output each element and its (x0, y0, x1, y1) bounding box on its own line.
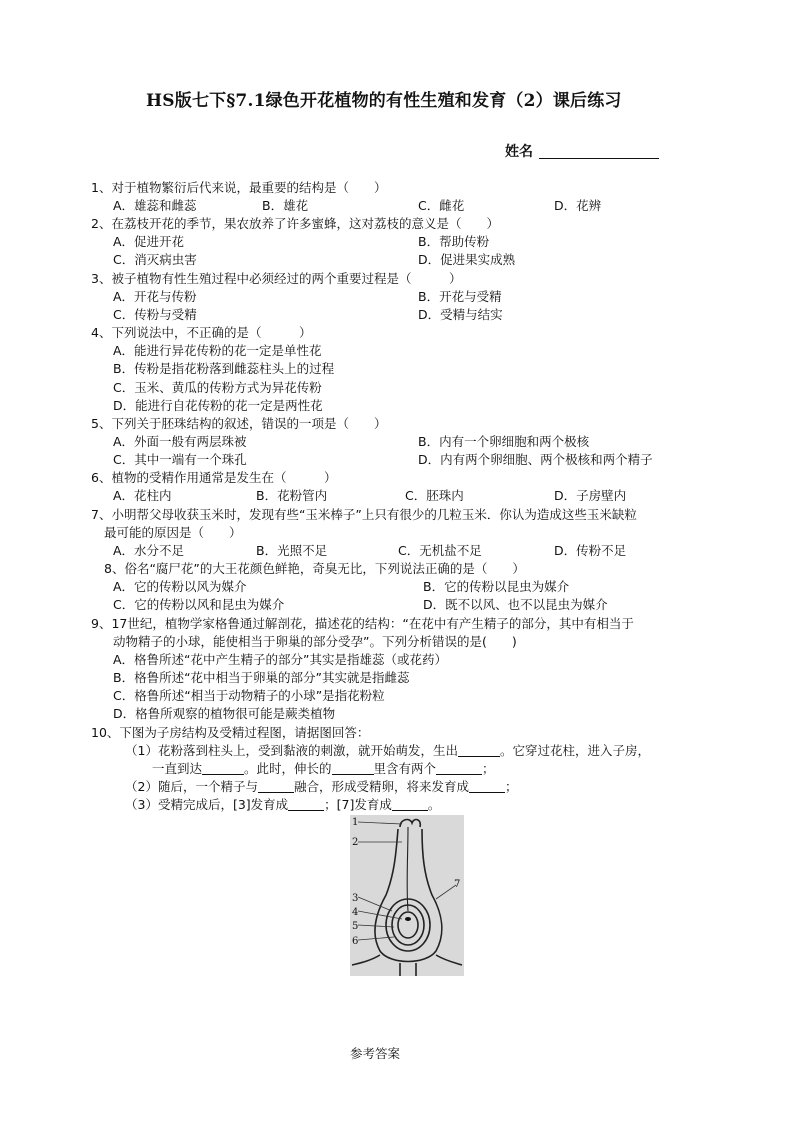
q10-s1e: 里含有两个 (373, 761, 437, 776)
q3-option-a: A．开花与传粉 (113, 289, 197, 304)
ovary-diagram (350, 815, 464, 976)
q1-option-b: B．雄花 (262, 198, 309, 213)
q8-option-b: B．它的传粉以昆虫为媒介 (423, 579, 570, 594)
question-3-stem: 3、被子植物有性生殖过程中必须经过的两个重要过程是（ ） (91, 271, 462, 286)
q10-sub-1-line-1 (125, 742, 650, 760)
q7-option-c: C．无机盐不足 (398, 543, 482, 558)
figure-label-7: 7 (454, 879, 461, 890)
name-blank[interactable] (539, 144, 659, 159)
q10-blank-6[interactable] (469, 780, 505, 793)
question-10-stem: 10、下图为子房结构及受精过程图，请据图回答： (91, 725, 370, 740)
q10-blank-5[interactable] (258, 780, 294, 793)
q10-s3b: ；[7]发育成 (324, 797, 392, 812)
q7-option-b: B．光照不足 (256, 543, 328, 558)
figure-label-1: 1 (352, 817, 359, 828)
q6-option-b: B．花粉管内 (256, 488, 328, 503)
q6-option-a: A．花柱内 (113, 488, 172, 503)
q10-s1b: 。它穿过花柱，进入子房， (499, 743, 650, 758)
q10-sub-2 (125, 778, 518, 796)
question-1-stem: 1、对于植物繁衍后代来说，最重要的结构是（ ） (91, 180, 387, 195)
q10-blank-8[interactable] (392, 798, 428, 811)
q7-option-a: A．水分不足 (113, 543, 185, 558)
q6-option-c: C．胚珠内 (405, 488, 464, 503)
q1-option-c: C．雌花 (418, 198, 465, 213)
q5-option-a: A．外面一般有两层珠被 (113, 434, 247, 449)
name-label: 姓名 (505, 144, 533, 160)
figure-label-4: 4 (352, 907, 359, 918)
q10-s1d: 。此时，伸长的 (244, 761, 332, 776)
q9-option-b: B．格鲁所述“花中相当于卵巢的部分”其实就是指雌蕊 (113, 670, 410, 685)
q3-option-b: B．开花与受精 (418, 289, 502, 304)
q10-sub-3 (125, 796, 440, 814)
question-2-stem: 2、在荔枝开花的季节，果农放养了许多蜜蜂，这对荔枝的意义是（ ） (91, 216, 499, 231)
reference-answer-heading: 参考答案 (350, 1046, 401, 1061)
q9-option-a: A．格鲁所述“花中产生精子的部分”其实是指雄蕊（或花药） (113, 652, 448, 667)
page-title: HS版七下§7.1绿色开花植物的有性生殖和发育（2）课后练习 (146, 91, 622, 111)
question-8-stem: 8、俗名“腐尸花”的大王花颜色鲜艳，奇臭无比，下列说法正确的是（ ） (104, 561, 525, 576)
q2-option-a: A．促进开花 (113, 234, 185, 249)
question-9-stem: 9、17世纪，植物学家格鲁通过解剖花，描述花的结构：“在花中有产生精子的部分，其中有相当于 (91, 616, 634, 631)
figure-label-6: 6 (352, 936, 359, 947)
question-7-stem-cont: 最可能的原因是（ ） (104, 525, 242, 540)
q4-option-a: A．能进行异花传粉的花一定是单性花 (113, 343, 322, 358)
q10-blank-1[interactable] (458, 744, 500, 757)
figure-label-5: 5 (352, 921, 359, 932)
q10-s1c: 一直到达 (152, 761, 203, 776)
q9-option-c: C．格鲁所述“相当于动物精子的小球”是指花粉粒 (113, 688, 385, 703)
q10-blank-7[interactable] (288, 798, 324, 811)
q8-option-c: C．它的传粉以风和昆虫为媒介 (113, 597, 285, 612)
question-9-stem-cont: 动物精子的小球，能使相当于卵巢的部分受孕”。下列分析错误的是( ) (113, 634, 517, 649)
q10-blank-4[interactable] (436, 762, 482, 775)
q10-s2b: 融合，形成受精卵，将来发育成 (293, 779, 469, 794)
q4-option-c: C．玉米、黄瓜的传粉方式为异花传粉 (113, 380, 322, 395)
q5-option-c: C．其中一端有一个珠孔 (113, 452, 247, 467)
q10-s3c: 。 (427, 797, 441, 812)
question-4-stem: 4、下列说法中，不正确的是（ ） (91, 325, 312, 340)
q6-option-d: D．子房壁内 (554, 488, 627, 503)
q5-option-b: B．内有一个卵细胞和两个极核 (418, 434, 590, 449)
q10-blank-2[interactable] (202, 762, 244, 775)
q2-option-b: B．帮助传粉 (418, 234, 490, 249)
q9-option-d: D．格鲁所观察的植物很可能是蕨类植物 (113, 706, 336, 721)
ovary-diagram-svg (350, 815, 464, 976)
q8-option-a: A．它的传粉以风为媒介 (113, 579, 247, 594)
q10-blank-3[interactable] (332, 762, 374, 775)
question-6-stem: 6、植物的受精作用通常是发生在（ ） (91, 470, 337, 485)
q7-option-d: D．传粉不足 (554, 543, 627, 558)
q3-option-d: D．受精与结实 (418, 307, 503, 322)
q4-option-b: B．传粉是指花粉落到雌蕊柱头上的过程 (113, 361, 335, 376)
q2-option-d: D．促进果实成熟 (418, 252, 516, 267)
q1-option-d: D．花辨 (554, 198, 602, 213)
q10-s3a: （3）受精完成后，[3]发育成 (125, 797, 289, 812)
q5-option-d: D．内有两个卵细胞、两个极核和两个精子 (418, 452, 653, 467)
q10-s1a: （1）花粉落到柱头上，受到黏液的刺激，就开始萌发，生出 (125, 743, 458, 758)
name-field[interactable] (505, 141, 659, 161)
q2-option-c: C．消灭病虫害 (113, 252, 197, 267)
q10-s1f: ； (482, 761, 495, 776)
question-7-stem: 7、小明帮父母收获玉米时，发现有些“玉米棒子”上只有很少的几粒玉米．你认为造成这些玉米缺粒 (91, 507, 637, 522)
q10-s2a: （2）随后，一个精子与 (125, 779, 258, 794)
figure-label-3: 3 (352, 893, 359, 904)
q3-option-c: C．传粉与受精 (113, 307, 197, 322)
q10-sub-1-line-2 (152, 760, 495, 778)
q1-option-a: A．雄蕊和雌蕊 (113, 198, 197, 213)
q8-option-d: D．既不以风、也不以昆虫为媒介 (423, 597, 608, 612)
question-5-stem: 5、下列关于胚珠结构的叙述，错误的一项是（ ） (91, 416, 387, 431)
figure-label-2: 2 (352, 837, 359, 848)
q4-option-d: D．能进行自花传粉的花一定是两性花 (113, 398, 323, 413)
q10-s2c: ； (504, 779, 518, 794)
